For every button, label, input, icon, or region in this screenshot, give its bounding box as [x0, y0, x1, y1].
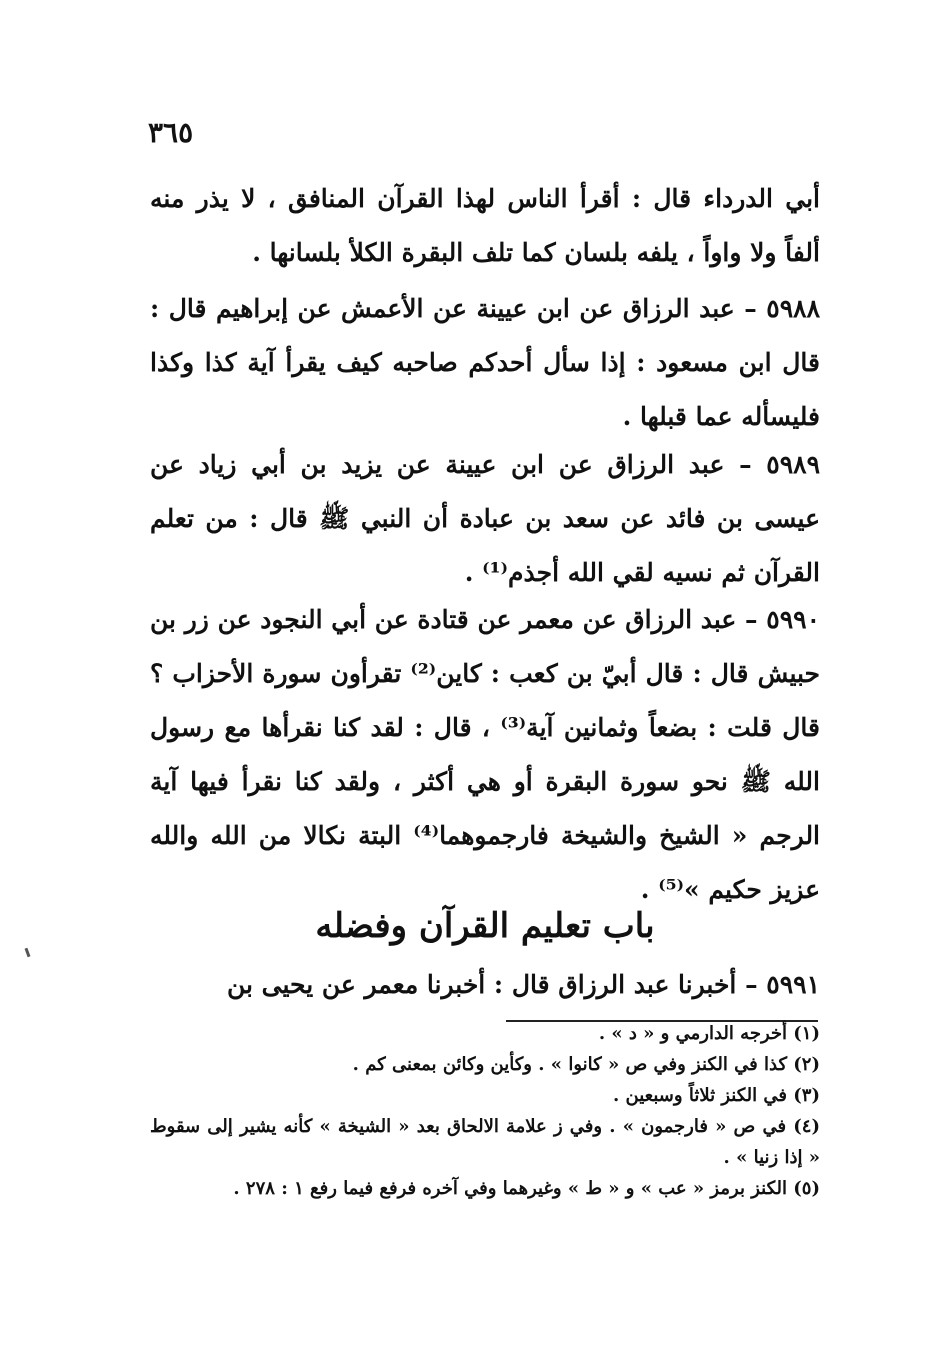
chapter-heading: باب تعليم القرآن وفضله: [315, 906, 655, 946]
footnote-4: (٤) في ص « فارجمون » . وفي ز علامة الالحاق بعد « الشيخة » كأنه يشير إلى سقوط « إذا زنيا » .: [150, 1116, 820, 1168]
paragraph-continuation: أبي الدرداء قال : أقرأ الناس لهذا القرآن المنافق ، لا يذر منه ألفاً ولا واواً ، يلفه بلسان كما تلف البقرة الكلأ بلسانها .: [150, 184, 820, 267]
hadith-5991: ٥٩٩١ – أخبرنا عبد الرزاق قال : أخبرنا معمر عن يحيى بن: [226, 970, 820, 999]
footnote-3: (٣) في الكنز ثلاثاً وسبعين .: [613, 1085, 820, 1106]
footnote-5: (٥) الكنز برمز « عب » و « ط » وغيرهما وفي آخره فرفع فيما رفع ١ : ٢٧٨ .: [233, 1178, 820, 1199]
hadith-5990: ٥٩٩٠ – عبد الرزاق عن معمر عن قتادة عن أبي النجود عن زر بن حبيش قال : قال أبيّ بن كعب : كاين⁽²⁾ تقرأون سورة الأحزاب ؟ قال قلت : بضعاً وثمانين آية⁽³⁾ ، قال : لقد كنا نقرأها مع رسول الله ﷺ نحو سورة البقرة أو هي أكثر ، ولقد كنا نقرأ فيها آية الرجم « الشيخ والشيخة فارجموهما⁽⁴⁾ البتة نكالا من الله والله عزيز حكيم »⁽⁵⁾ .: [150, 605, 821, 904]
scan-speck: [25, 948, 31, 957]
footnote-1: (١) أخرجه الدارمي و « د » .: [598, 1023, 820, 1044]
hadith-5989: ٥٩٨٩ – عبد الرزاق عن ابن عيينة عن يزيد بن أبي زياد عن عيسى بن فائد عن سعد بن عبادة أن النبي ﷺ قال : من تعلم القرآن ثم نسيه لقي الله أجذم⁽¹⁾ .: [150, 450, 820, 587]
hadith-5988: ٥٩٨٨ – عبد الرزاق عن ابن عيينة عن الأعمش عن إبراهيم قال : قال ابن مسعود : إذا سأل أحدكم صاحبه كيف يقرأ آية كذا وكذا فليسأله عما قبلها .: [150, 294, 820, 431]
page-number: ٣٦٥: [148, 116, 194, 149]
footnote-2: (٢) كذا في الكنز وفي ص « كانوا » . وكأين وكائن بمعنى كم .: [352, 1054, 820, 1075]
footnotes: [150, 1018, 820, 1204]
